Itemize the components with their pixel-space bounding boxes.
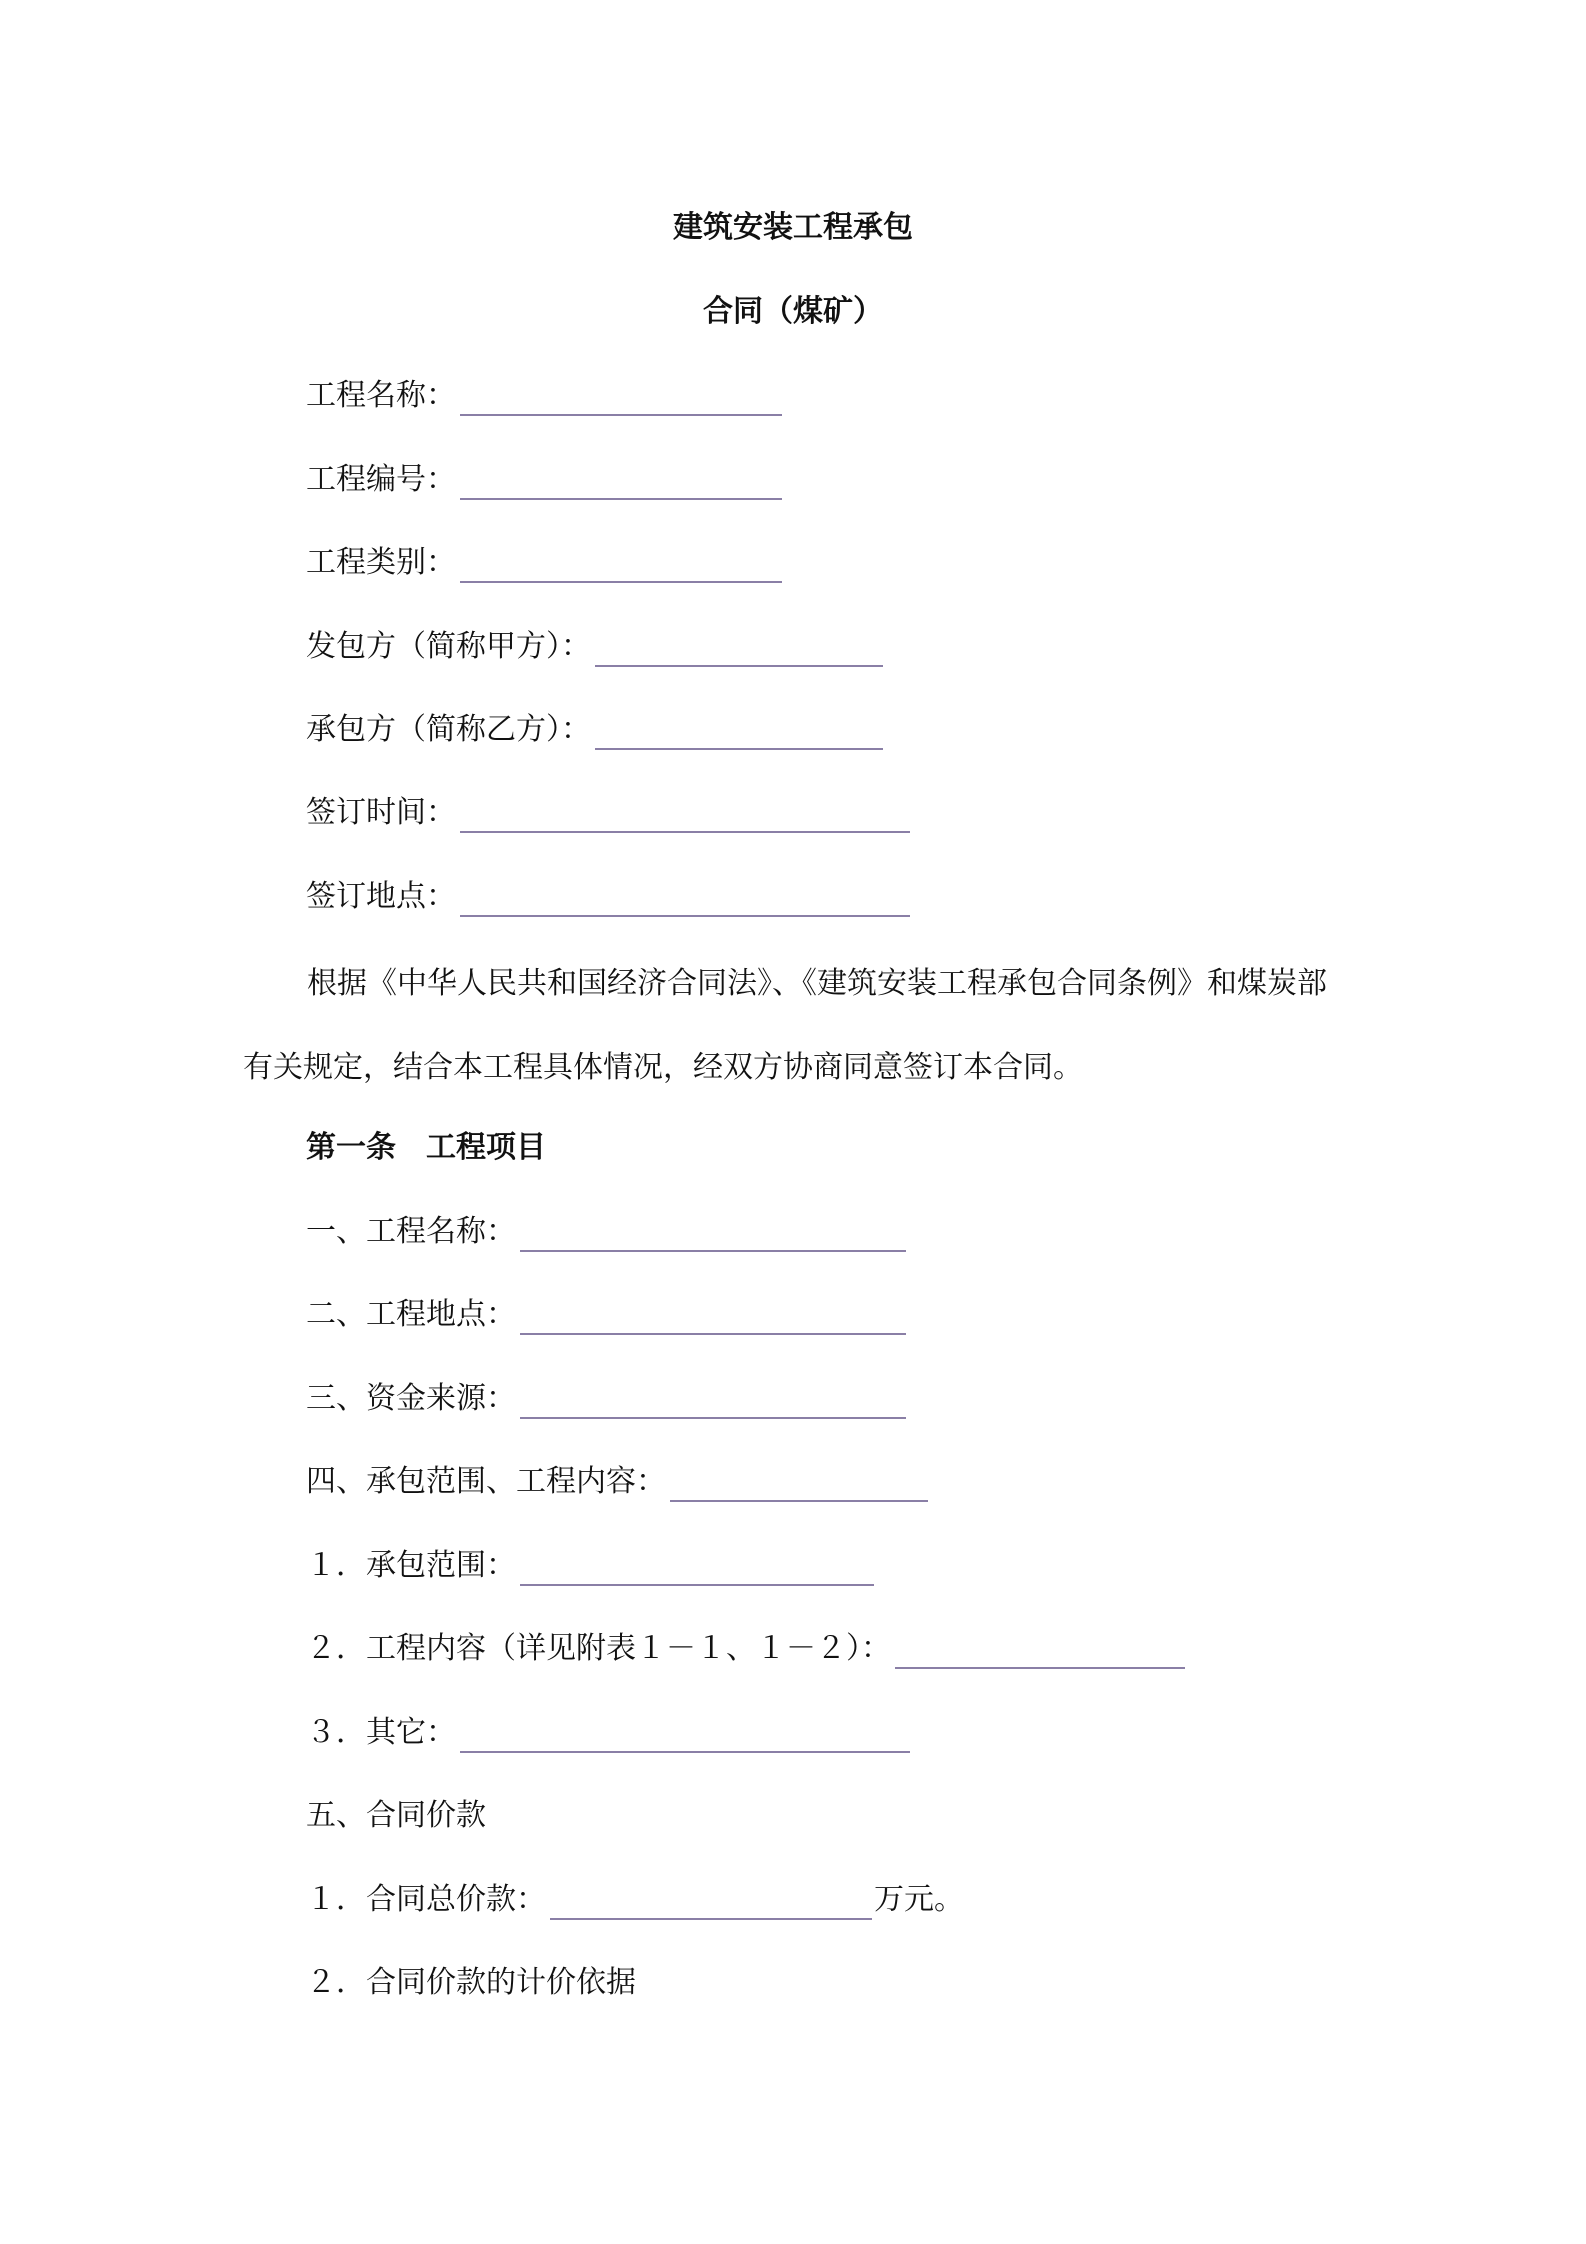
field-label: 工程编号： — [306, 462, 456, 497]
unit-text: 万元。 — [874, 1882, 964, 1917]
fill-in-blank[interactable] — [460, 885, 910, 917]
document-title-line2: 合同（煤矿） — [703, 294, 883, 329]
item-pricing-basis — [306, 1963, 636, 2003]
fill-in-blank[interactable] — [460, 384, 782, 416]
field-label: 签订地点： — [306, 879, 456, 914]
field-project-number — [306, 460, 782, 500]
item-scope-and-content — [306, 1462, 928, 1502]
article-heading-text: 第一条 工程项目 — [306, 1130, 546, 1165]
fill-in-blank[interactable] — [520, 1554, 874, 1586]
field-signing-place — [306, 877, 910, 917]
fill-in-blank[interactable] — [670, 1470, 928, 1502]
item-funding-source — [306, 1379, 906, 1419]
field-party-b — [306, 710, 883, 750]
item-contract-price-heading — [306, 1796, 486, 1836]
item-label: ３．其它： — [306, 1715, 456, 1750]
item-project-location — [306, 1295, 906, 1335]
item-label: 五、合同价款 — [306, 1798, 486, 1833]
field-label: 工程类别： — [306, 545, 456, 580]
item-contract-scope — [306, 1546, 874, 1586]
document-title-line1: 建筑安装工程承包 — [673, 210, 913, 245]
fill-in-blank[interactable] — [595, 635, 883, 667]
field-project-category — [306, 543, 782, 583]
item-other — [306, 1713, 910, 1753]
item-label: ２．合同价款的计价依据 — [306, 1965, 636, 2000]
field-party-a — [306, 627, 883, 667]
item-project-name — [306, 1212, 906, 1252]
field-project-name — [306, 376, 782, 416]
item-label: ２．工程内容（详见附表１－１、１－２）： — [306, 1631, 891, 1666]
fill-in-blank[interactable] — [595, 718, 883, 750]
fill-in-blank[interactable] — [460, 551, 782, 583]
article-1-heading — [306, 1128, 546, 1168]
field-label: 发包方（简称甲方）： — [306, 629, 591, 664]
item-label: 四、承包范围、工程内容： — [306, 1464, 666, 1499]
field-label: 工程名称： — [306, 378, 456, 413]
fill-in-blank[interactable] — [460, 801, 910, 833]
item-label: １．承包范围： — [306, 1548, 516, 1583]
fill-in-blank[interactable] — [520, 1220, 906, 1252]
field-label: 签订时间： — [306, 795, 456, 830]
item-label: 二、工程地点： — [306, 1297, 516, 1332]
item-label: １．合同总价款： — [306, 1882, 546, 1917]
fill-in-blank[interactable] — [460, 1721, 910, 1753]
item-label: 三、资金来源： — [306, 1381, 516, 1416]
item-project-content — [306, 1629, 1185, 1669]
field-label: 承包方（简称乙方）： — [306, 712, 591, 747]
fill-in-blank[interactable] — [460, 468, 782, 500]
item-total-price — [306, 1880, 964, 1920]
item-label: 一、工程名称： — [306, 1214, 516, 1249]
fill-in-blank[interactable] — [550, 1888, 872, 1920]
fill-in-blank[interactable] — [520, 1387, 906, 1419]
field-signing-date — [306, 793, 910, 833]
fill-in-blank[interactable] — [895, 1637, 1185, 1669]
fill-in-blank[interactable] — [520, 1303, 906, 1335]
preamble-paragraph: 根据《中华人民共和国经济合同法》、《建筑安装工程承包合同条例》和煤炭部有关规定，结合本工程具体情况，经双方协商同意签订本合同。 — [243, 966, 1327, 1085]
